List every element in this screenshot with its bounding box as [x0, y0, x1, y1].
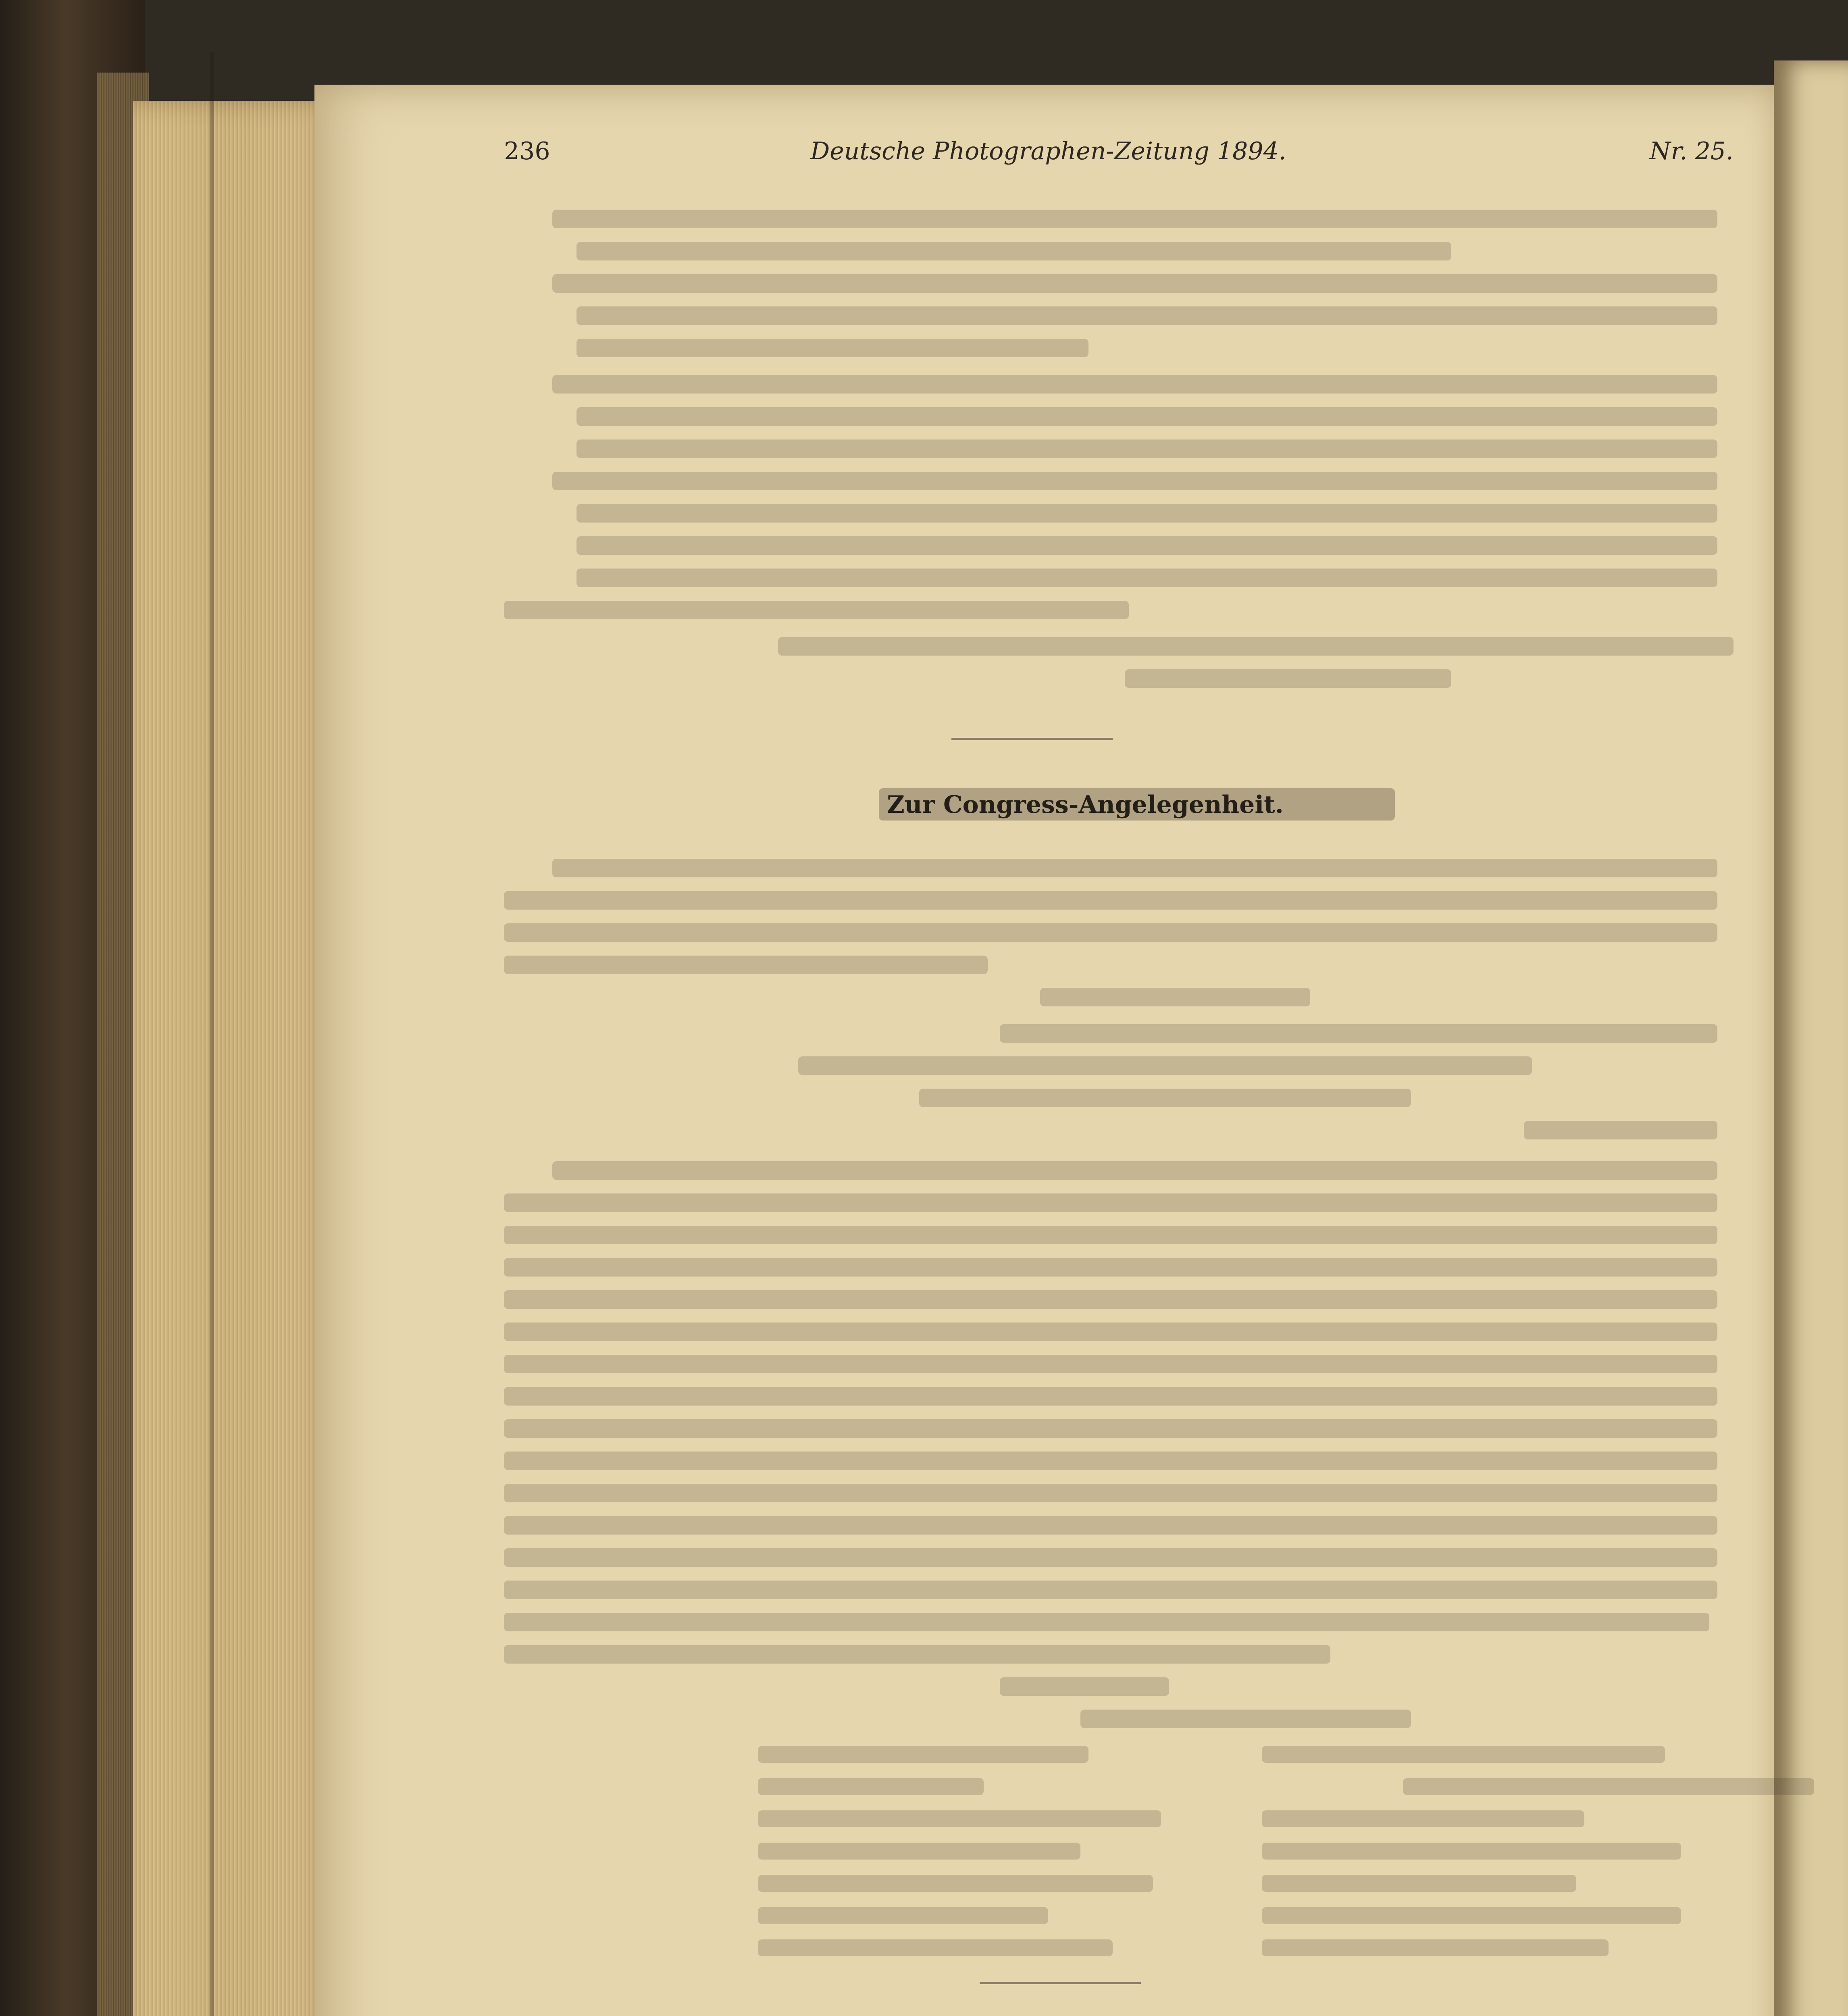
text-line: [1125, 669, 1451, 688]
text-line: [1000, 1677, 1169, 1696]
signature-line: [1262, 1939, 1609, 1956]
page-number: 236: [504, 137, 550, 165]
text-line: [552, 210, 1717, 228]
signature-line: [758, 1810, 1161, 1827]
text-line: [504, 1484, 1717, 1502]
signature-line: [758, 1843, 1080, 1860]
text-line: [919, 1089, 1411, 1107]
signature-line: [758, 1939, 1113, 1956]
signature-line: [1262, 1810, 1584, 1827]
text-line: [1000, 1024, 1717, 1043]
signature-line: [1262, 1907, 1681, 1924]
text-line: [504, 1290, 1717, 1309]
text-line: [576, 306, 1717, 325]
signature-line: [1262, 1875, 1576, 1892]
text-line: [552, 375, 1717, 394]
text-line: [504, 923, 1717, 942]
text-line: [576, 504, 1717, 523]
text-line: [504, 1613, 1709, 1631]
signature-line: [758, 1746, 1088, 1763]
text-line: [504, 1226, 1717, 1244]
text-line: [576, 339, 1088, 357]
text-line: [576, 407, 1717, 426]
signature-line: [1262, 1843, 1681, 1860]
signature-line: [758, 1778, 984, 1795]
signature-line: [758, 1875, 1153, 1892]
text-line: [576, 242, 1451, 260]
facing-page-edge: [1774, 60, 1848, 2016]
text-line: [778, 637, 1734, 656]
running-title: Deutsche Photographen-Zeitung 1894.: [810, 137, 1286, 165]
issue-number: Nr. 25.: [1649, 137, 1734, 165]
text-line: [552, 859, 1717, 877]
divider: [980, 1982, 1141, 1984]
text-line: [504, 1193, 1717, 1212]
text-line: [504, 1387, 1717, 1406]
text-line: [504, 1645, 1330, 1664]
text-line: [504, 1452, 1717, 1470]
text-line: [576, 536, 1717, 555]
text-line: [504, 1581, 1717, 1599]
text-line: [1080, 1710, 1411, 1728]
text-line: [576, 439, 1717, 458]
divider: [951, 738, 1113, 740]
signature-line: [1403, 1778, 1814, 1795]
text-line: [552, 472, 1717, 490]
text-line: [504, 1355, 1717, 1373]
page-content: [504, 121, 1734, 2016]
text-line: [504, 1258, 1717, 1277]
text-line: [504, 891, 1717, 910]
page-stack: [133, 101, 345, 2016]
signature-line: [758, 1907, 1048, 1924]
section-heading: Zur Congress-Angelegenheit.: [879, 788, 1395, 821]
text-line: [552, 1161, 1717, 1180]
text-line: [504, 1516, 1717, 1535]
text-line: [576, 569, 1717, 587]
text-line: [1524, 1121, 1717, 1139]
text-line: [1040, 988, 1310, 1006]
text-line: [504, 956, 988, 974]
text-line: [798, 1056, 1532, 1075]
signature-line: [1262, 1746, 1665, 1763]
text-line: [552, 274, 1717, 293]
text-line: [504, 1548, 1717, 1567]
text-line: [504, 601, 1129, 619]
text-line: [504, 1322, 1717, 1341]
text-line: [504, 1419, 1717, 1438]
